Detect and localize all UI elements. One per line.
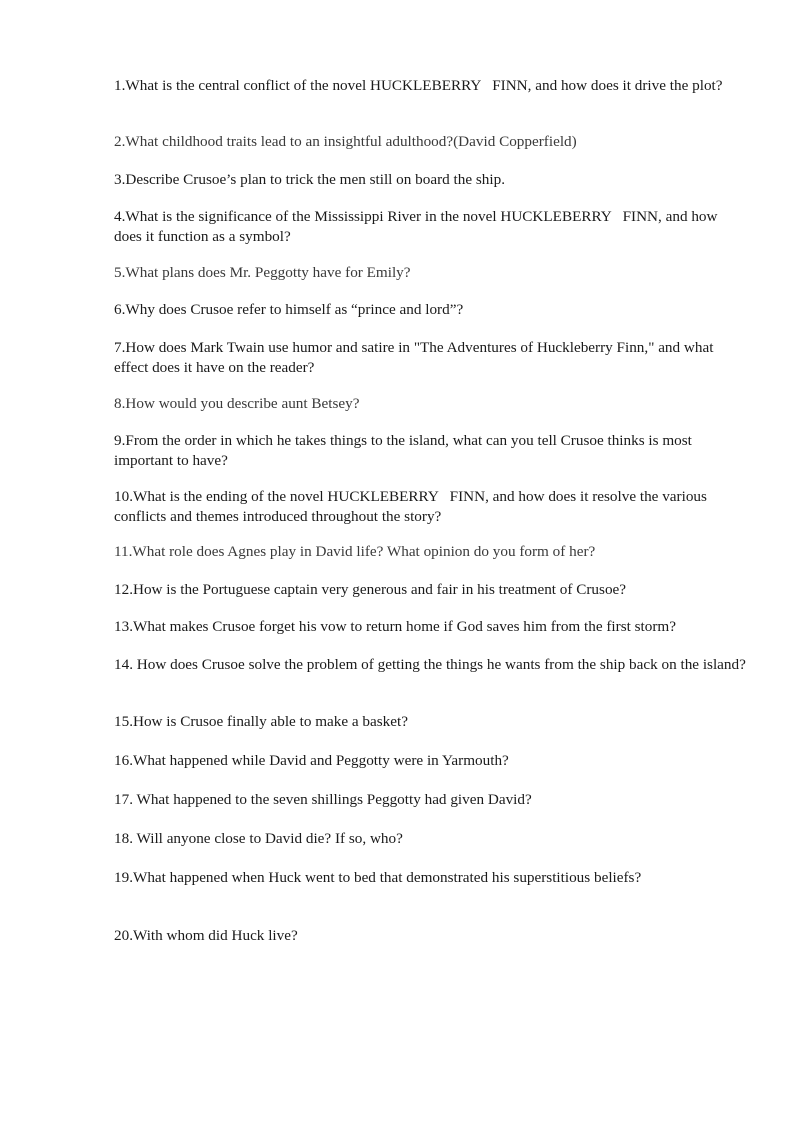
question-2: 2.What childhood traits lead to an insightful adulthood?(David Copperfield) (114, 133, 577, 150)
question-17: 17. What happened to the seven shillings Peggotty had given David? (114, 791, 532, 808)
question-5: 5.What plans does Mr. Peggotty have for Emily? (114, 264, 411, 281)
question-7: 7.How does Mark Twain use humor and satire in "The Adventures of Huckleberry Finn," and what effect does it have on the reader? (114, 339, 718, 376)
question-3: 3.Describe Crusoe’s plan to trick the men still on board the ship. (114, 171, 506, 188)
question-12: 12.How is the Portuguese captain very generous and fair in his treatment of Crusoe? (114, 581, 627, 598)
question-1: 1.What is the central conflict of the novel HUCKLEBERRY FINN, and how does it drive the plot? (114, 77, 723, 94)
question-11: 11.What role does Agnes play in David life? What opinion do you form of her? (114, 543, 596, 560)
question-6: 6.Why does Crusoe refer to himself as “prince and lord”? (114, 301, 464, 318)
question-18: 18. Will anyone close to David die? If so, who? (114, 830, 403, 847)
question-14: 14. How does Crusoe solve the problem of getting the things he wants from the ship back on the island? (114, 656, 746, 673)
question-20: 20.With whom did Huck live? (114, 927, 298, 944)
question-10: 10.What is the ending of the novel HUCKLEBERRY FINN, and how does it resolve the various conflicts and themes introduced throughout the story? (114, 488, 711, 525)
question-13: 13.What makes Crusoe forget his vow to return home if God saves him from the first storm? (114, 618, 676, 635)
question-4: 4.What is the significance of the Mississippi River in the novel HUCKLEBERRY FINN, and how does it function as a symbol? (114, 208, 722, 245)
question-19: 19.What happened when Huck went to bed that demonstrated his superstitious beliefs? (114, 869, 642, 886)
question-8: 8.How would you describe aunt Betsey? (114, 395, 360, 412)
question-16: 16.What happened while David and Peggotty were in Yarmouth? (114, 752, 509, 769)
question-9: 9.From the order in which he takes things to the island, what can you tell Crusoe thinks is most important to have? (114, 432, 696, 469)
question-15: 15.How is Crusoe finally able to make a basket? (114, 713, 408, 730)
